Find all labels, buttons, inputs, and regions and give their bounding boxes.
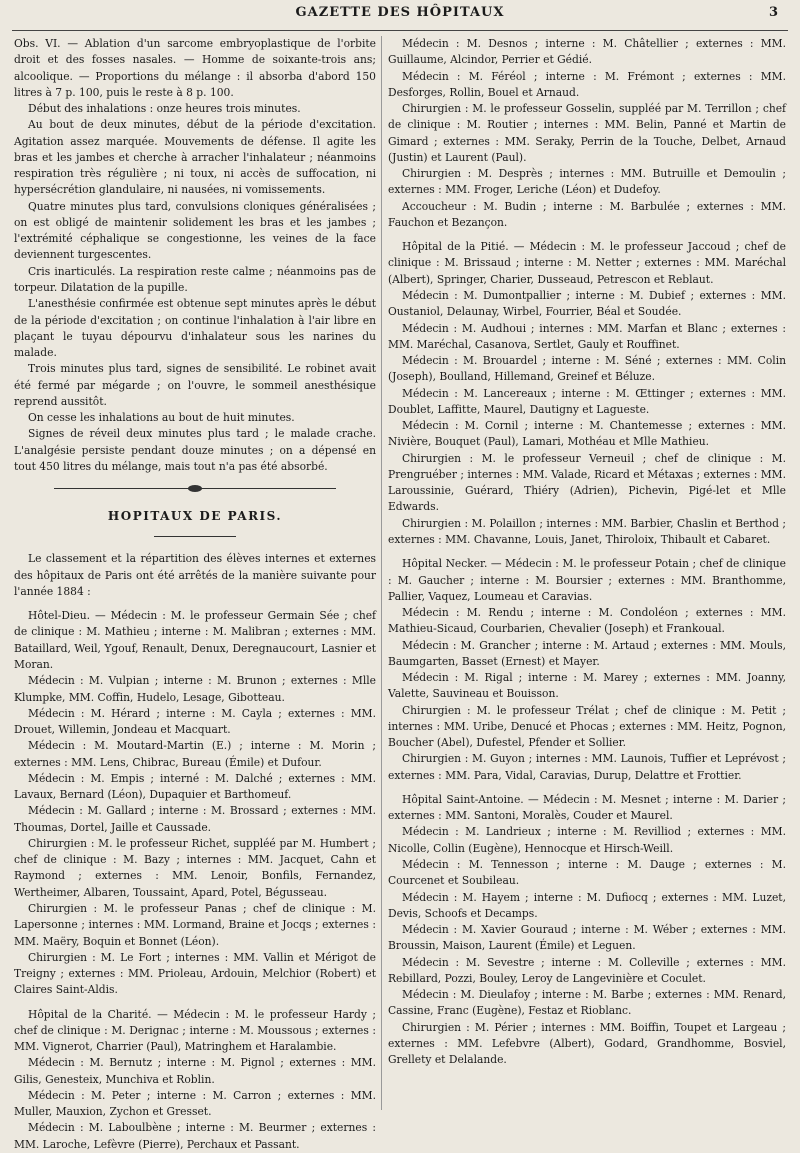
service-entry: Médecin : M. Dieulafoy ; interne : M. Barbe ; externes : MM. Renard, Cassine, Franc (Eugène), Festaz et Rioblanc. [388, 988, 786, 1018]
service-entry: Chirurgien : M. le professeur Verneuil ; chef de clinique : M. Prengruéber ; internes : MM. Valade, Ricard et Métaxas ; externes : MM. Laroussinie, Guérard, Thiéry (Adrien), Pichevin, Pigé-let et Mlle Edwards. [388, 451, 786, 514]
service-entry: Médecin : M. Tennesson ; interne : M. Dauge ; externes : M. Courcenet et Soubileau. [388, 858, 786, 888]
service-entry: Médecin : M. Laboulbène ; interne : M. Beurmer ; externes : MM. Laroche, Lefèvre (Pierre), Perchaux et Passant. [14, 1121, 376, 1151]
case-title: Obs. VI. — Ablation d'un sarcome embryoplastique de l'orbite droit et des fosses nasales. — Homme de soixante-trois ans; alcoolique. — Proportions du mélange : il absorba d'abord 150 litres à 7 p. 100, puis le reste à 8 p. 100. [14, 37, 376, 99]
service-entry: Médecin : M. Hayem ; interne : M. Dufiocq ; externes : MM. Luzet, Devis, Schoofs et Decamps. [388, 890, 786, 920]
case-paragraph: Cris inarticulés. La respiration reste calme ; néanmoins pas de torpeur. Dilatation de la pupille. [14, 264, 376, 294]
service-entry: Médecin : M. Empis ; interné : M. Dalché ; externes : MM. Lavaux, Bernard (Léon), Dupaquier et Barthomeuf. [14, 771, 376, 802]
service-entry: Médecin : M. Brouardel ; interne : M. Séné ; externes : MM. Colin (Joseph), Boulland, Hillemand, Greinef et Béluze. [388, 354, 786, 384]
service-entry: Chirurgien : M. Périer ; internes : MM. Boiffin, Toupet et Largeau ; externes : MM. Lefebvre (Albert), Godard, Grandhomme, Bosviel, Grellety et Delalande. [388, 1020, 786, 1067]
service-entry: Médecin : M. Vulpian ; interne : M. Brunon ; externes : Mlle Klumpke, MM. Coffin, Hudelo, Lesage, Gibotteau. [14, 674, 376, 704]
service-entry: Chirurgien : M. le professeur Trélat ; chef de clinique : M. Petit ; internes : MM. Uribe, Denucé et Phocas ; externes : MM. Heitz, Pognon, Boucher (Abel), Dufestel, Pfender et Sollier. [388, 703, 786, 750]
service-entry: Médecin : M. Xavier Gouraud ; interne : M. Wéber ; externes : MM. Broussin, Maison, Laurent (Émile) et Leguen. [388, 923, 786, 953]
page-header [0, 0, 800, 26]
service-entry: Chirurgien : M. Polaillon ; internes : MM. Barbier, Chaslin et Berthod ; externes : MM. Chavanne, Louis, Janet, Thiroloix, Thibault et Cabaret. [388, 516, 786, 546]
service-entry: Médecin : M. Peter ; interne : M. Carron ; externes : MM. Muller, Mauxion, Zychon et Gresset. [14, 1088, 376, 1119]
right-column [388, 36, 786, 1110]
service-entry: Médecin : M. Landrieux ; interne : M. Revilliod ; externes : MM. Nicolle, Collin (Eugène), Hennocque et Hirsch-Weill. [388, 825, 786, 855]
service-entry: Médecin : M. Grancher ; interne : M. Artaud ; externes : MM. Mouls, Baumgarten, Basset (Ernest) et Mayer. [388, 638, 786, 668]
service-entry: Chirurgien : M. Desprès ; internes : MM. Butruille et Demoulin ; externes : MM. Froger, Leriche (Léon) et Dudefoy. [388, 167, 786, 197]
case-paragraph: Au bout de deux minutes, début de la période d'excitation. Agitation assez marquée. Mouvements de défense. Il agite les bras et les jambes et cherche à arracher l'inhalateur ; néanmoins respiration très régulière ; ni toux, ni accès de suffocation, ni hypersécrétion glandulaire, ni nausées, ni vomissements. [14, 118, 376, 197]
case-paragraph: Début des inhalations : onze heures trois minutes. [28, 102, 301, 116]
hospital-entry: Hôpital Necker. — Médecin : M. le professeur Potain ; chef de clinique : M. Gaucher ; interne : M. Boursier ; externes : MM. Branthomme, Pallier, Vaquez, Loumeau et Caravias. [388, 557, 786, 603]
hospital-entry: Hôpital Saint-Antoine. — Médecin : M. Mesnet ; interne : M. Darier ; externes : MM. Santoni, Moralès, Couder et Maurel. [388, 792, 786, 823]
case-paragraph: Trois minutes plus tard, signes de sensibilité. Le robinet avait été fermé par mégarde ; on l'ouvre, le sommeil anesthésique reprend aussitôt. [14, 362, 376, 408]
service-entry: Médecin : M. Moutard-Martin (E.) ; interne : M. Morin ; externes : MM. Lens, Chibrac, Bureau (Émile) et Dufour. [14, 739, 376, 769]
service-entry: Médecin : M. Audhoui ; internes : MM. Marfan et Blanc ; externes : MM. Maréchal, Casanova, Sertlet, Gauly et Rouffinet. [388, 321, 786, 351]
case-paragraph: Quatre minutes plus tard, convulsions cloniques généralisées ; on est obligé de maintenir solidement les bras et les jambes ; l'extrémité céphalique se congestionne, les veines de la face deviennent turgescentes. [14, 199, 376, 262]
journal-title: GAZETTE DES HÔPITAUX [295, 5, 505, 20]
hospital-entry: Hôpital de la Pitié. — Médecin : M. le professeur Jaccoud ; chef de clinique : M. Brissaud ; interne : M. Netter ; externes : MM. Maréchal (Albert), Springer, Charier, Dusseaud, Petrescon et Reblaut. [388, 240, 786, 286]
service-entry: Accoucheur : M. Budin ; interne : M. Barbulée ; externes : MM. Fauchon et Bezançon. [388, 199, 786, 229]
section-separator [54, 485, 336, 493]
hospital-entry: Hôtel-Dieu. — Médecin : M. le professeur Germain Sée ; chef de clinique : M. Mathieu ; interne : M. Malibran ; externes : MM. Bataillard, Weil, Ygouf, Renault, Denux, Deregnaucourt, Lasnier et Moran. [14, 609, 376, 671]
service-entry: Chirurgien : M. le professeur Richet, suppléé par M. Humbert ; chef de clinique : M. Bazy ; internes : MM. Jacquet, Cahn et Raymond ; externes : MM. Lenoir, Bonfils, Fernandez, Wertheimer, Albaren, Toussaint, Apard, Potel, Bégusseau. [14, 836, 376, 899]
service-entry: Médecin : M. Gallard ; interne : M. Brossard ; externes : MM. Thoumas, Dortel, Jaille et Caussade. [14, 804, 376, 834]
service-entry: Médecin : M. Féréol ; interne : M. Frémont ; externes : MM. Desforges, Rollin, Bouel et Arnaud. [388, 69, 786, 99]
case-paragraph: L'anesthésie confirmée est obtenue sept minutes après le début de la période d'excitation ; on continue l'inhalation à l'air libre en plaçant le tuyau dépourvu d'inhalateur sous les narines du malade. [14, 297, 376, 360]
service-entry: Chirurgien : M. Guyon ; internes : MM. Launois, Tuffier et Leprévost ; externes : MM. Para, Vidal, Caravias, Durup, Delattre et Frottier. [388, 752, 786, 782]
hospital-entry: Hôpital de la Charité. — Médecin : M. le professeur Hardy ; chef de clinique : M. Derignac ; interne : M. Moussous ; externes : MM. Vignerot, Charrier (Paul), Matringhem et Haralambie. [14, 1007, 376, 1054]
service-entry: Médecin : M. Rendu ; interne : M. Condoléon ; externes : MM. Mathieu-Sicaud, Courbarien, Chevalier (Joseph) et Frankoual. [388, 606, 786, 636]
service-entry: Médecin : M. Hérard ; interne : M. Cayla ; externes : MM. Drouet, Willemin, Jondeau et Macquart. [14, 706, 376, 737]
service-entry: Médecin : M. Cornil ; interne : M. Chantemesse ; externes : MM. Nivière, Bouquet (Paul), Lamari, Mothéau et Mlle Mathieu. [388, 419, 786, 449]
left-column [14, 36, 376, 1151]
service-entry: Médecin : M. Bernutz ; interne : M. Pignol ; externes : MM. Gilis, Genesteix, Munchiva et Roblin. [14, 1056, 376, 1086]
service-entry: Médecin : M. Desnos ; interne : M. Châtellier ; externes : MM. Guillaume, Alcindor, Perrier et Gédié. [388, 37, 786, 67]
service-entry: Médecin : M. Lancereaux ; interne : M. Œttinger ; externes : MM. Doublet, Laffitte, Maurel, Dautigny et Lagueste. [388, 386, 786, 416]
section-title: HOPITAUX DE PARIS. [107, 509, 283, 524]
page-number: 3 [768, 5, 778, 20]
case-paragraph: On cesse les inhalations au bout de huit minutes. [28, 411, 295, 425]
service-entry: Chirurgien : M. Le Fort ; internes : MM. Vallin et Mérigot de Treigny ; externes : MM. Prioleau, Ardouin, Melchior (Robert) et Claires Saint-Aldis. [14, 950, 376, 997]
intro-paragraph: Le classement et la répartition des élèves internes et externes des hôpitaux de Paris ont été arrêtés de la manière suivante pour l'année 1884 : [14, 552, 376, 598]
header-rule [12, 30, 788, 31]
column-divider [381, 36, 382, 1110]
service-entry: Médecin : M. Sevestre ; interne : M. Colleville ; externes : MM. Rebillard, Pozzi, Bouley, Leroy de Langevinière et Coculet. [388, 955, 786, 985]
service-entry: Médecin : M. Rigal ; interne : M. Marey ; externes : MM. Joanny, Valette, Sauvineau et Bouisson. [388, 671, 786, 701]
service-entry: Médecin : M. Dumontpallier ; interne : M. Dubief ; externes : MM. Oustaniol, Delaunay, Wirbel, Fourrier, Béal et Soudée. [388, 288, 786, 319]
title-underline [154, 533, 236, 541]
case-paragraph: Signes de réveil deux minutes plus tard ; le malade crache. L'analgésie persiste pendant douze minutes ; on a dépensé en tout 450 litres du mélange, mais tout n'a pas été absorbé. [14, 427, 376, 473]
service-entry: Chirurgien : M. le professeur Gosselin, suppléé par M. Terrillon ; chef de clinique : M. Routier ; internes : MM. Belin, Panné et Martin de Gimard ; externes : MM. Seraky, Perrin de la Touche, Delbet, Arnaud (Justin) et Laurent (Paul). [388, 102, 786, 164]
service-entry: Chirurgien : M. le professeur Panas ; chef de clinique : M. Lapersonne ; internes : MM. Lormand, Braine et Jocqs ; externes : MM. Maëry, Boquin et Bonnet (Léon). [14, 901, 376, 948]
